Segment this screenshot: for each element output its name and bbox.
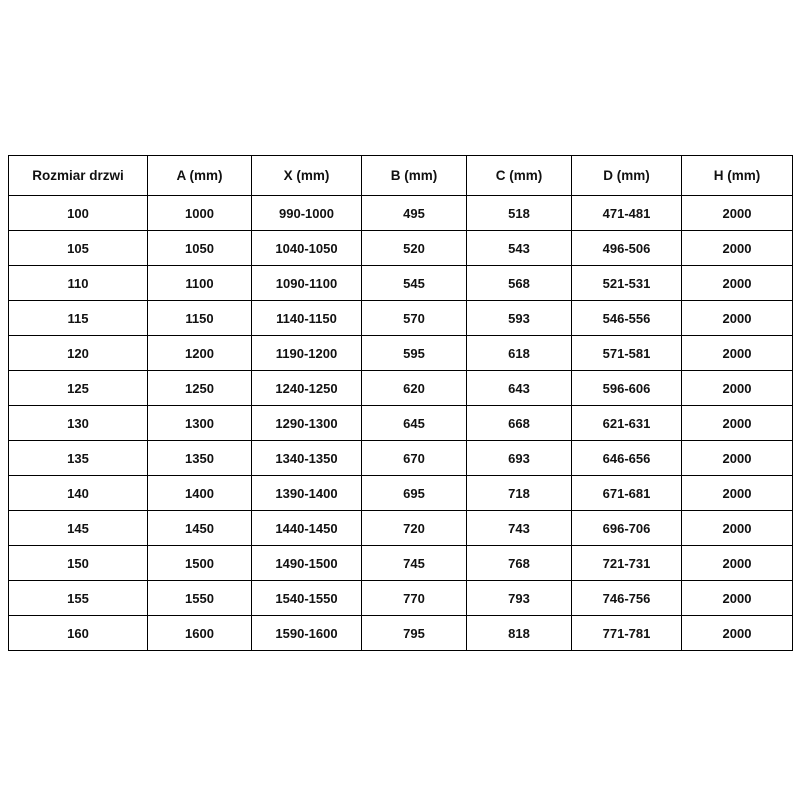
cell-size: 155 [9, 581, 148, 616]
cell-b: 495 [362, 196, 467, 231]
column-header-h: H (mm) [682, 156, 793, 196]
cell-c: 518 [467, 196, 572, 231]
cell-c: 568 [467, 266, 572, 301]
cell-h: 2000 [682, 266, 793, 301]
cell-a: 1150 [148, 301, 252, 336]
cell-a: 1050 [148, 231, 252, 266]
table-row [9, 476, 793, 511]
cell-b: 695 [362, 476, 467, 511]
cell-c: 643 [467, 371, 572, 406]
table-header-row [9, 156, 793, 196]
cell-b: 670 [362, 441, 467, 476]
cell-a: 1500 [148, 546, 252, 581]
cell-d: 671-681 [572, 476, 682, 511]
cell-h: 2000 [682, 476, 793, 511]
cell-x: 990-1000 [252, 196, 362, 231]
column-header-rozmiar-drzwi: Rozmiar drzwi [9, 156, 148, 196]
cell-size: 130 [9, 406, 148, 441]
cell-x: 1140-1150 [252, 301, 362, 336]
cell-x: 1440-1450 [252, 511, 362, 546]
cell-h: 2000 [682, 406, 793, 441]
cell-x: 1540-1550 [252, 581, 362, 616]
cell-a: 1550 [148, 581, 252, 616]
cell-d: 471-481 [572, 196, 682, 231]
cell-x: 1490-1500 [252, 546, 362, 581]
cell-a: 1250 [148, 371, 252, 406]
cell-h: 2000 [682, 511, 793, 546]
cell-x: 1340-1350 [252, 441, 362, 476]
cell-h: 2000 [682, 196, 793, 231]
cell-a: 1300 [148, 406, 252, 441]
cell-x: 1240-1250 [252, 371, 362, 406]
cell-size: 150 [9, 546, 148, 581]
cell-size: 135 [9, 441, 148, 476]
column-header-x: X (mm) [252, 156, 362, 196]
table-row [9, 336, 793, 371]
cell-b: 620 [362, 371, 467, 406]
cell-h: 2000 [682, 581, 793, 616]
cell-d: 621-631 [572, 406, 682, 441]
cell-size: 125 [9, 371, 148, 406]
cell-size: 100 [9, 196, 148, 231]
cell-c: 743 [467, 511, 572, 546]
table-row [9, 511, 793, 546]
cell-h: 2000 [682, 336, 793, 371]
cell-b: 770 [362, 581, 467, 616]
cell-c: 693 [467, 441, 572, 476]
cell-b: 645 [362, 406, 467, 441]
table-row [9, 196, 793, 231]
cell-b: 795 [362, 616, 467, 651]
cell-size: 160 [9, 616, 148, 651]
cell-b: 520 [362, 231, 467, 266]
cell-c: 793 [467, 581, 572, 616]
table-row [9, 266, 793, 301]
cell-d: 521-531 [572, 266, 682, 301]
table-row [9, 231, 793, 266]
cell-c: 818 [467, 616, 572, 651]
cell-a: 1200 [148, 336, 252, 371]
cell-d: 771-781 [572, 616, 682, 651]
cell-h: 2000 [682, 231, 793, 266]
cell-x: 1390-1400 [252, 476, 362, 511]
cell-size: 115 [9, 301, 148, 336]
table-row [9, 406, 793, 441]
table-row [9, 546, 793, 581]
cell-c: 718 [467, 476, 572, 511]
cell-x: 1090-1100 [252, 266, 362, 301]
table-row [9, 441, 793, 476]
size-table-container [8, 155, 792, 651]
cell-d: 546-556 [572, 301, 682, 336]
table-row [9, 581, 793, 616]
cell-a: 1350 [148, 441, 252, 476]
column-header-c: C (mm) [467, 156, 572, 196]
column-header-b: B (mm) [362, 156, 467, 196]
cell-b: 745 [362, 546, 467, 581]
cell-d: 746-756 [572, 581, 682, 616]
cell-h: 2000 [682, 301, 793, 336]
cell-d: 496-506 [572, 231, 682, 266]
table-header [9, 156, 793, 196]
cell-c: 618 [467, 336, 572, 371]
cell-size: 145 [9, 511, 148, 546]
cell-d: 571-581 [572, 336, 682, 371]
cell-c: 668 [467, 406, 572, 441]
cell-c: 768 [467, 546, 572, 581]
cell-b: 595 [362, 336, 467, 371]
cell-b: 720 [362, 511, 467, 546]
cell-x: 1040-1050 [252, 231, 362, 266]
table-row [9, 616, 793, 651]
cell-h: 2000 [682, 616, 793, 651]
cell-size: 120 [9, 336, 148, 371]
column-header-a: A (mm) [148, 156, 252, 196]
table-row [9, 371, 793, 406]
cell-h: 2000 [682, 546, 793, 581]
cell-a: 1000 [148, 196, 252, 231]
cell-b: 570 [362, 301, 467, 336]
cell-h: 2000 [682, 441, 793, 476]
cell-d: 696-706 [572, 511, 682, 546]
cell-size: 110 [9, 266, 148, 301]
cell-d: 721-731 [572, 546, 682, 581]
cell-b: 545 [362, 266, 467, 301]
cell-a: 1600 [148, 616, 252, 651]
cell-c: 593 [467, 301, 572, 336]
cell-x: 1590-1600 [252, 616, 362, 651]
cell-size: 105 [9, 231, 148, 266]
door-size-table [8, 155, 793, 651]
table-body [9, 196, 793, 651]
cell-c: 543 [467, 231, 572, 266]
cell-a: 1400 [148, 476, 252, 511]
cell-x: 1290-1300 [252, 406, 362, 441]
cell-d: 596-606 [572, 371, 682, 406]
cell-h: 2000 [682, 371, 793, 406]
cell-d: 646-656 [572, 441, 682, 476]
cell-a: 1450 [148, 511, 252, 546]
cell-size: 140 [9, 476, 148, 511]
column-header-d: D (mm) [572, 156, 682, 196]
cell-x: 1190-1200 [252, 336, 362, 371]
table-row [9, 301, 793, 336]
cell-a: 1100 [148, 266, 252, 301]
